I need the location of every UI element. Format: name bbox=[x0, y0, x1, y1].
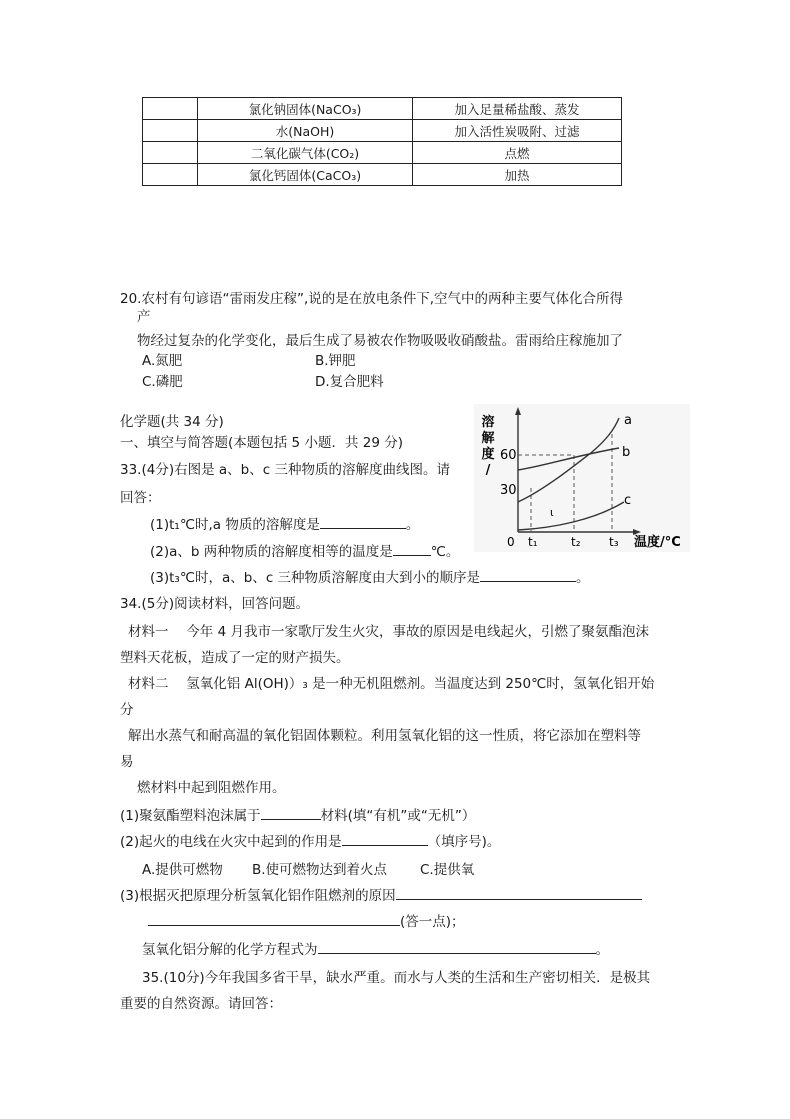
q34-sub2-text: (2)起火的电线在火灾中起到的作用是 bbox=[120, 834, 342, 850]
q20-line1: 20.农村有句谚语“雷雨发庄稼”,说的是在放电条件下,空气中的两种主要气体化合所得 bbox=[120, 291, 624, 307]
q34-option-a: A.提供可燃物 bbox=[142, 862, 223, 878]
q35-line2: 重要的自然资源。请回答： bbox=[120, 996, 282, 1012]
q34-sub1-text: (1)聚氨酯塑料泡沫属于 bbox=[120, 808, 261, 824]
q33-sub1 bbox=[150, 513, 419, 533]
q34-material2-line2b: 易 bbox=[120, 754, 134, 770]
method-cell: 加入足量稀盐酸、蒸发 bbox=[413, 98, 622, 120]
purification-table bbox=[142, 97, 622, 186]
q34-material2-line3: 燃材料中起到阻燃作用。 bbox=[137, 780, 286, 796]
q34-sub1-blank[interactable] bbox=[261, 818, 321, 820]
chart-ytick-60: 60 bbox=[500, 448, 517, 463]
chart-xlabel: 温度/°C bbox=[634, 535, 681, 550]
table-row bbox=[143, 164, 622, 186]
blank-cell bbox=[143, 98, 198, 120]
q20-option-d: D.复合肥料 bbox=[315, 374, 384, 390]
q34-sub4-end: 。 bbox=[595, 942, 609, 958]
q33-line2: 回答： bbox=[120, 490, 161, 506]
q34-sub3-cont bbox=[148, 910, 465, 930]
q33-sub3-text: (3)t₃℃时，a、b、c 三种物质溶解度由大到小的顺序是 bbox=[150, 570, 481, 586]
substance-cell: 氯化钠固体(NaCO₃) bbox=[198, 98, 413, 120]
section-part1: 一、填空与简答题(本题包括 5 小题．共 29 分) bbox=[120, 435, 403, 451]
q34-sub2-end: （填序号)。 bbox=[427, 834, 501, 850]
table-row bbox=[143, 120, 622, 142]
chart-ylabel-3: 度 bbox=[481, 447, 495, 462]
method-cell: 点燃 bbox=[413, 142, 622, 164]
blank-cell bbox=[143, 120, 198, 142]
curve-b-label: b bbox=[622, 445, 631, 460]
section-title: 化学题(共 34 分) bbox=[120, 414, 224, 430]
q34-sub3-blank2[interactable] bbox=[148, 924, 400, 926]
q20-option-b: B.钾肥 bbox=[315, 353, 356, 369]
substance-cell: 二氧化碳气体(CO₂) bbox=[198, 142, 413, 164]
q34-material2-line1b: 分 bbox=[120, 702, 134, 718]
q34-sub3-end: (答一点)； bbox=[400, 914, 465, 930]
chart-xtick-0: 0 bbox=[507, 535, 515, 549]
q20-line2: 物经过复杂的化学变化，最后生成了易被农作物吸吸收硝酸盐。雷雨给庄稼施加了 bbox=[137, 333, 623, 349]
q34-material1-line1: 材料一 今年 4 月我市一家歌厅发生火灾，事故的原因是电线起火，引燃了聚氨酯泡沫 bbox=[128, 624, 649, 640]
q33-sub2-blank[interactable] bbox=[393, 554, 431, 556]
q20-option-c: C.磷肥 bbox=[142, 374, 183, 390]
chart-xtick-t3: t₃ bbox=[609, 535, 619, 549]
q33-sub2-text: (2)a、b 两种物质的溶解度相等的温度是 bbox=[150, 544, 393, 560]
q34-sub2-blank[interactable] bbox=[342, 844, 428, 846]
q34-sub2 bbox=[120, 830, 500, 850]
q20-line1b: 产 bbox=[137, 309, 151, 325]
q34-sub3-blank1[interactable] bbox=[396, 898, 642, 900]
q34-sub4-text: 氢氧化铝分解的化学方程式为 bbox=[142, 942, 318, 958]
q33-line1: 33.(4分)右图是 a、b、c 三种物质的溶解度曲线图。请 bbox=[120, 462, 450, 478]
q33-sub3-blank[interactable] bbox=[480, 580, 576, 582]
q33-sub2 bbox=[150, 540, 459, 560]
chart-xtick-t1: t₁ bbox=[528, 535, 538, 549]
chart-ylabel-1: 溶 bbox=[481, 415, 495, 430]
blank-cell bbox=[143, 142, 198, 164]
chart-ylabel-2: 解 bbox=[481, 431, 495, 446]
q34-sub1 bbox=[120, 804, 475, 824]
q34-material1-line2: 塑料天花板，造成了一定的财产损失。 bbox=[120, 650, 350, 666]
chart-ytick-30: 30 bbox=[500, 483, 517, 498]
curve-a-label: a bbox=[624, 413, 632, 428]
q33-sub2-end: ℃。 bbox=[430, 544, 460, 560]
curve-c-label: c bbox=[624, 493, 632, 508]
q34-sub3-text: (3)根据灭把原理分析氢氧化铝作阻燃剂的原因 bbox=[120, 888, 396, 904]
substance-cell: 水(NaOH) bbox=[198, 120, 413, 142]
q34-sub4-blank[interactable] bbox=[318, 952, 596, 954]
q33-sub1-text: (1)t₁℃时,a 物质的溶解度是 bbox=[150, 517, 320, 533]
solubility-chart bbox=[474, 404, 690, 552]
q34-title: 34.(5分)阅读材料，回答问题。 bbox=[120, 596, 310, 612]
q33-sub3-end: 。 bbox=[576, 570, 590, 586]
q35-line1: 35.(10分)今年我国多省干旱，缺水严重。而水与人类的生活和生产密切相关．是极其 bbox=[142, 970, 651, 986]
q34-material2-line1: 材料二 氢氧化铝 Al(OH)）₃ 是一种无机阻燃剂。当温度达到 250℃时，氢氧化铝开始 bbox=[128, 676, 655, 692]
q34-option-c: C.提供氧 bbox=[420, 862, 475, 878]
q34-option-b: B.使可燃物达到着火点 bbox=[252, 862, 388, 878]
chart-xtick-t2: t₂ bbox=[571, 535, 581, 549]
table-row bbox=[143, 142, 622, 164]
method-cell: 加热 bbox=[413, 164, 622, 186]
q34-material2-line2: 解出水蒸气和耐高温的氧化铝固体颗粒。利用氢氧化铝的这一性质，将它添加在塑料等 bbox=[128, 728, 641, 744]
chart-point-label: ι bbox=[550, 506, 554, 519]
substance-cell: 氯化钙固体(CaCO₃) bbox=[198, 164, 413, 186]
q34-sub3 bbox=[120, 884, 642, 904]
chart-ylabel-4: / bbox=[485, 463, 491, 478]
q33-sub1-blank[interactable] bbox=[320, 527, 406, 529]
table-row bbox=[143, 98, 622, 120]
chart-background bbox=[474, 404, 690, 552]
method-cell: 加入活性炭吸附、过滤 bbox=[413, 120, 622, 142]
q20-option-a: A.氮肥 bbox=[142, 353, 183, 369]
q34-sub4 bbox=[142, 938, 609, 958]
q33-sub3 bbox=[150, 566, 590, 586]
blank-cell bbox=[143, 164, 198, 186]
q34-sub1-end: 材料(填“有机”或“无机”） bbox=[320, 808, 476, 824]
q33-sub1-end: 。 bbox=[405, 517, 420, 533]
